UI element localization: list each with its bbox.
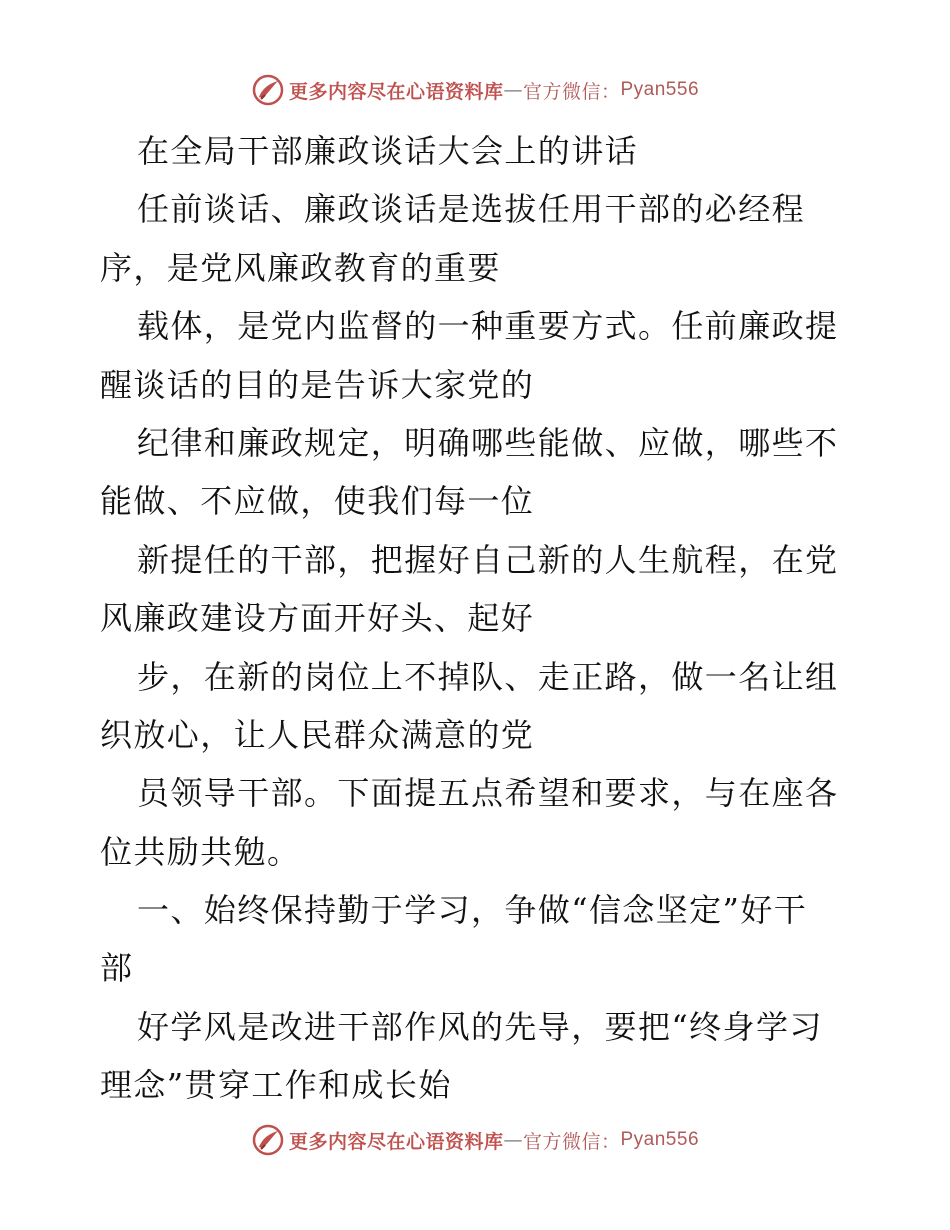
document-line: 纪律和廉政规定，明确哪些能做、应做，哪些不 bbox=[137, 423, 839, 462]
banner-brand: 更多内容尽在心语资料库 bbox=[288, 80, 504, 103]
document-line: 醒谈话的目的是告诉大家党的 bbox=[100, 365, 535, 404]
document-line: 能做、不应做，使我们每一位 bbox=[100, 482, 535, 521]
document-line: 风廉政建设方面开好头、起好 bbox=[100, 599, 535, 638]
document-line: 员领导干部。下面提五点希望和要求，与在座各 bbox=[137, 774, 839, 813]
document-line: 织放心，让人民群众满意的党 bbox=[100, 715, 535, 754]
document-line: 序，是党风廉政教育的重要 bbox=[100, 248, 501, 287]
document-body bbox=[100, 122, 860, 1115]
document-line: 位共励共勉。 bbox=[100, 832, 301, 871]
banner-dash: — bbox=[503, 79, 523, 101]
document-line: 在全局干部廉政谈话大会上的讲话 bbox=[137, 132, 639, 170]
document-line: 任前谈话、廉政谈话是选拔任用干部的必经程 bbox=[137, 190, 806, 229]
document-line: 新提任的干部，把握好自己新的人生航程，在党 bbox=[137, 540, 839, 579]
banner-wechat-label: 官方微信： bbox=[522, 1130, 621, 1153]
header-banner bbox=[0, 70, 950, 110]
document-line: 理念”贯穿工作和成长始 bbox=[100, 1066, 452, 1105]
banner-brand: 更多内容尽在心语资料库 bbox=[288, 1130, 504, 1153]
footer-banner bbox=[0, 1120, 950, 1160]
document-line: 好学风是改进干部作风的先导，要把“终身学习 bbox=[137, 1007, 823, 1046]
document-line: 一、始终保持勤于学习，争做“信念坚定”好干 bbox=[137, 891, 808, 930]
flame-pen-logo-icon bbox=[251, 73, 285, 107]
banner-wechat-id: Pyan556 bbox=[620, 79, 700, 100]
flame-pen-logo-icon bbox=[251, 1123, 285, 1157]
banner-wechat-label: 官方微信： bbox=[522, 80, 621, 103]
document-line: 载体，是党内监督的一种重要方式。任前廉政提 bbox=[137, 307, 839, 346]
banner-dash: — bbox=[503, 1129, 523, 1151]
document-line: 步，在新的岗位上不掉队、走正路，做一名让组 bbox=[137, 657, 839, 696]
document-line: 部 bbox=[100, 949, 134, 988]
banner-wechat-id: Pyan556 bbox=[620, 1129, 700, 1150]
